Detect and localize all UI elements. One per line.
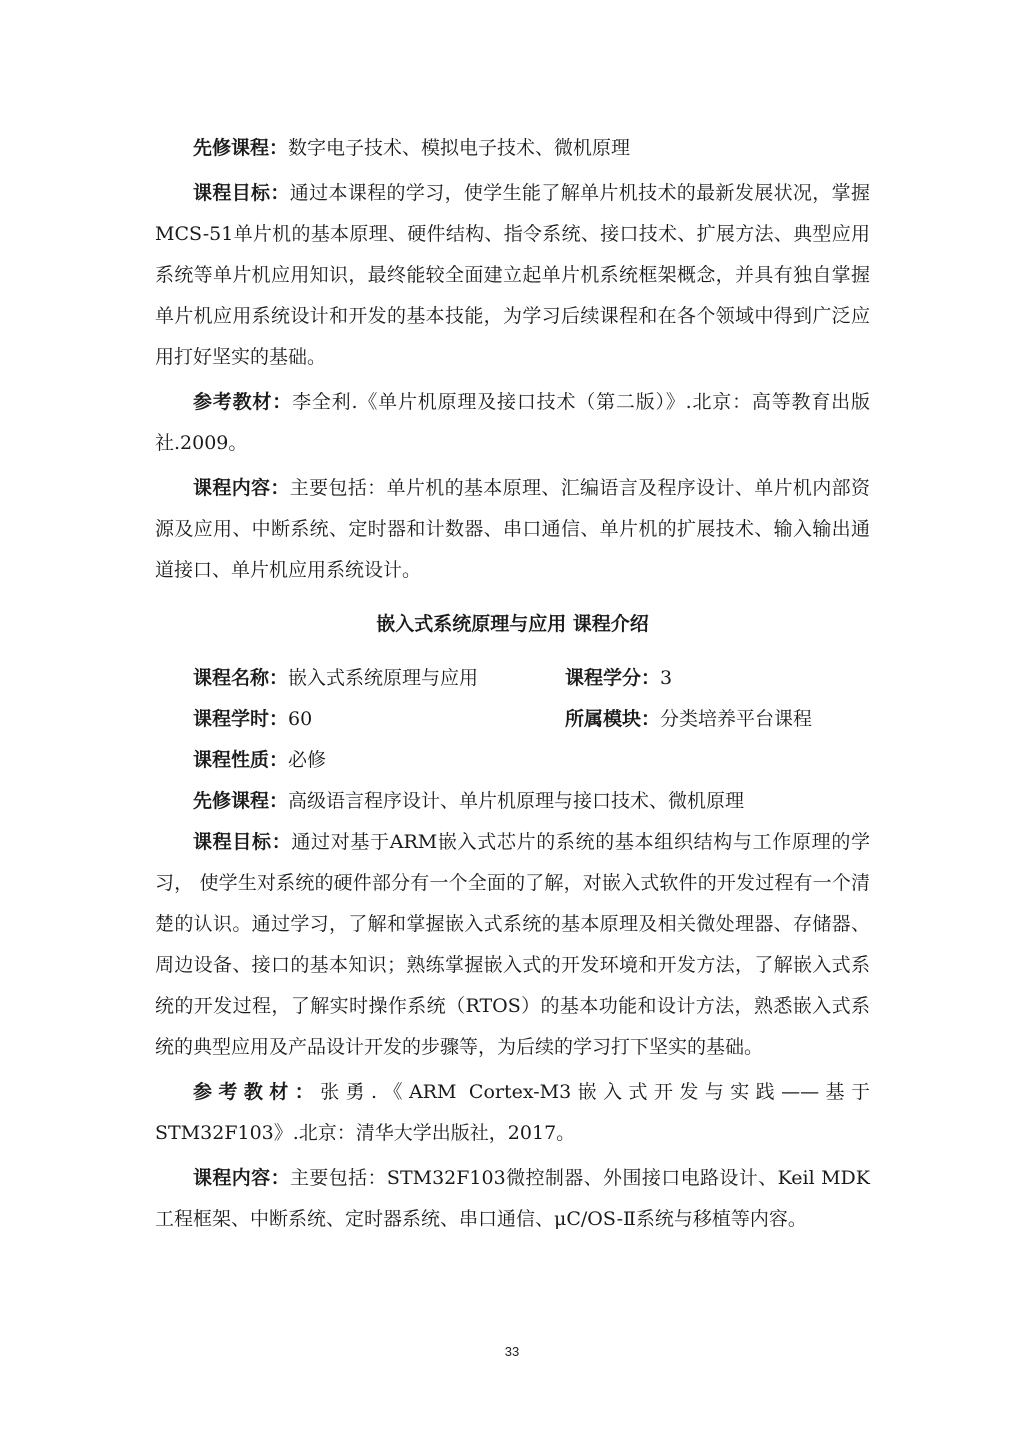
- course-nature: [155, 740, 870, 781]
- course-name: [193, 658, 565, 699]
- textbook-value: 李全利.《单片机原理及接口技术（第二版）》.北京：高等教育出版社.2009。: [155, 391, 870, 454]
- textbook-label-2: 参考教材：: [193, 1081, 321, 1103]
- hours-module-row: [155, 699, 870, 740]
- textbook-paragraph-1: [155, 382, 870, 464]
- course-module: [565, 699, 870, 740]
- goal-value: 通过本课程的学习，使学生能了解单片机技术的最新发展状况，掌握MCS-51单片机的基本原理、硬件结构、指令系统、接口技术、扩展方法、典型应用系统等单片机应用知识，最终能较全面建立起单片机系统框架概念，并具有独自掌握单片机应用系统设计和开发的基本技能，为学习后续课程和在各个领域中得到广泛应用打好坚实的基础。: [155, 182, 870, 368]
- content-value-2: 主要包括：STM32F103微控制器、外围接口电路设计、Keil MDK工程框架、中断系统、定时器系统、串口通信、μC/OS-Ⅱ系统与移植等内容。: [155, 1167, 870, 1230]
- prereq-label-2: 先修课程：: [193, 790, 289, 812]
- course-nature-value: 必修: [288, 749, 327, 771]
- goal-label: 课程目标：: [193, 182, 290, 204]
- content-value: 主要包括：单片机的基本原理、汇编语言及程序设计、单片机内部资源及应用、中断系统、定时器和计数器、串口通信、单片机的扩展技术、输入输出通道接口、单片机应用系统设计。: [155, 477, 870, 581]
- content-label: 课程内容：: [193, 477, 290, 499]
- course-hours-label: 课程学时：: [193, 708, 289, 730]
- textbook-label: 参考教材：: [193, 391, 293, 413]
- course-credit-value: 3: [660, 667, 673, 689]
- section-title: 嵌入式系统原理与应用 课程介绍: [376, 613, 649, 635]
- goal-value-2: 通过对基于ARM嵌入式芯片的系统的基本组织结构与工作原理的学习， 使学生对系统的硬件部分有一个全面的了解，对嵌入式软件的开发过程有一个清楚的认识。通过学习，了解和掌握嵌入式系统的基本原理及相关微处理器、存储器、周边设备、接口的基本知识；熟练掌握嵌入式的开发环境和开发方法，了解嵌入式系统的开发过程，了解实时操作系统（RTOS）的基本功能和设计方法，熟悉嵌入式系统的典型应用及产品设计开发的步骤等，为后续的学习打下坚实的基础。: [155, 831, 870, 1058]
- course-name-label: 课程名称：: [193, 667, 289, 689]
- goal-label-2: 课程目标：: [193, 831, 292, 853]
- content-label-2: 课程内容：: [193, 1167, 290, 1189]
- course-hours: [193, 699, 565, 740]
- prereq-paragraph-2: [155, 781, 870, 822]
- textbook-paragraph-2: [155, 1072, 870, 1154]
- document-page: [155, 128, 870, 1240]
- prereq-value: 数字电子技术、模拟电子技术、微机原理: [288, 137, 631, 159]
- course-hours-value: 60: [288, 708, 313, 730]
- prereq-paragraph-1: [155, 128, 870, 169]
- goal-paragraph-1: [155, 173, 870, 378]
- name-credit-row: [155, 658, 870, 699]
- content-paragraph-2: [155, 1158, 870, 1240]
- course-credit: [565, 658, 870, 699]
- prereq-label: 先修课程：: [193, 137, 289, 159]
- course-module-value: 分类培养平台课程: [660, 708, 813, 730]
- course-name-value: 嵌入式系统原理与应用: [288, 667, 479, 689]
- goal-paragraph-2: [155, 822, 870, 1068]
- course-module-label: 所属模块：: [565, 708, 661, 730]
- content-paragraph-1: [155, 468, 870, 591]
- course-nature-label: 课程性质：: [193, 749, 289, 771]
- page-number: 33: [504, 1344, 520, 1359]
- textbook-value-2: 张勇.《ARM Cortex-M3嵌入式开发与实践——基于STM32F103》.北京：清华大学出版社，2017。: [155, 1081, 870, 1144]
- course-credit-label: 课程学分：: [565, 667, 661, 689]
- prereq-value-2: 高级语言程序设计、单片机原理与接口技术、微机原理: [288, 790, 745, 812]
